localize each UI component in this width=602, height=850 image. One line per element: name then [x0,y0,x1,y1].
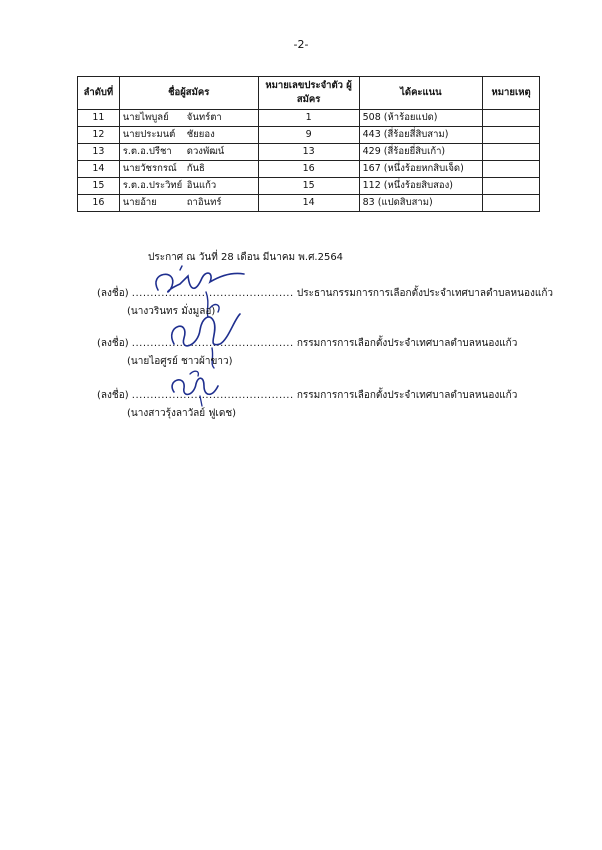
last-name: อินแก้ว [186,180,217,191]
last-name: จันทร์ตา [186,112,222,123]
header-candidate-number: หมายเลขประจำตัว ผู้สมัคร [258,77,359,110]
table-header-row [78,77,540,110]
signer-name-3: (นางสาวรุ้งลาวัลย์ ฟูเดช) [127,408,237,419]
row-score: 508 (ห้าร้อยแปด) [359,110,483,127]
row-candidate-name [119,144,258,161]
header-order: ลำดับที่ [78,77,120,110]
row-order: 16 [78,195,120,212]
row-order: 14 [78,161,120,178]
table-row [78,110,540,127]
row-order: 13 [78,144,120,161]
header-candidate-name: ชื่อผู้สมัคร [119,77,258,110]
first-name: นายวัชรกรณ์ [122,163,177,174]
row-candidate-name [119,110,258,127]
sign-role: กรรมการการเลือกตั้งประจำเทศบาลตำบลหนองแก้ว [296,390,518,401]
first-name: นายอ้าย [122,197,157,208]
row-remarks [483,110,540,127]
table-row [78,127,540,144]
last-name: ชัยยอง [186,129,215,140]
first-name: ร.ต.อ.ประวิทย์ [122,180,183,191]
row-order: 11 [78,110,120,127]
row-remarks [483,127,540,144]
row-score: 83 (แปดสิบสาม) [359,195,483,212]
sign-dots: ............................................ [131,338,294,349]
first-name: นายประมนต์ [122,129,176,140]
row-score: 429 (สี่ร้อยยี่สิบเก้า) [359,144,483,161]
last-name: ถาอินทร์ [186,197,222,208]
signer-name-2: (นายไอศูรย์ ชาวผ้าขาว) [127,356,233,367]
row-candidate-name [119,127,258,144]
row-candidate-name [119,178,258,195]
last-name: กันธิ [186,163,205,174]
page-number: -2- [293,38,309,51]
table-row [78,161,540,178]
row-order: 12 [78,127,120,144]
first-name: นายไพบูลย์ [122,112,169,123]
sign-prefix: (ลงชื่อ) [97,338,129,349]
row-candidate-number: 13 [258,144,359,161]
row-score: 443 (สี่ร้อยสี่สิบสาม) [359,127,483,144]
signer-name-1: (นางวรินทร มั่งมูลอ) [127,306,216,317]
row-candidate-number: 9 [258,127,359,144]
sign-role: ประธานกรรมการการเลือกตั้งประจำเทศบาลตำบลหนองแก้ว [296,288,553,299]
announcement-date: ประกาศ ณ วันที่ 28 เดือน มีนาคม พ.ศ.2564 [148,252,344,263]
row-candidate-name [119,161,258,178]
table-row [78,144,540,161]
sign-dots: ............................................ [131,390,294,401]
table-row [78,178,540,195]
first-name: ร.ต.อ.ปรีชา [122,146,172,157]
header-score: ได้คะแนน [359,77,483,110]
sign-dots: ............................................ [131,288,294,299]
row-score: 112 (หนึ่งร้อยสิบสอง) [359,178,483,195]
row-candidate-number: 1 [258,110,359,127]
row-order: 15 [78,178,120,195]
sign-prefix: (ลงชื่อ) [97,390,129,401]
sign-role: กรรมการการเลือกตั้งประจำเทศบาลตำบลหนองแก้ว [296,338,518,349]
row-remarks [483,195,540,212]
row-score: 167 (หนึ่งร้อยหกสิบเจ็ด) [359,161,483,178]
row-candidate-name [119,195,258,212]
header-remarks: หมายเหตุ [483,77,540,110]
table-row [78,195,540,212]
row-candidate-number: 14 [258,195,359,212]
row-remarks [483,161,540,178]
results-table [77,76,540,212]
row-candidate-number: 16 [258,161,359,178]
row-remarks [483,144,540,161]
handwritten-signature-3 [160,368,230,408]
row-candidate-number: 15 [258,178,359,195]
last-name: ดวงพัฒน์ [186,146,225,157]
sign-prefix: (ลงชื่อ) [97,288,129,299]
row-remarks [483,178,540,195]
